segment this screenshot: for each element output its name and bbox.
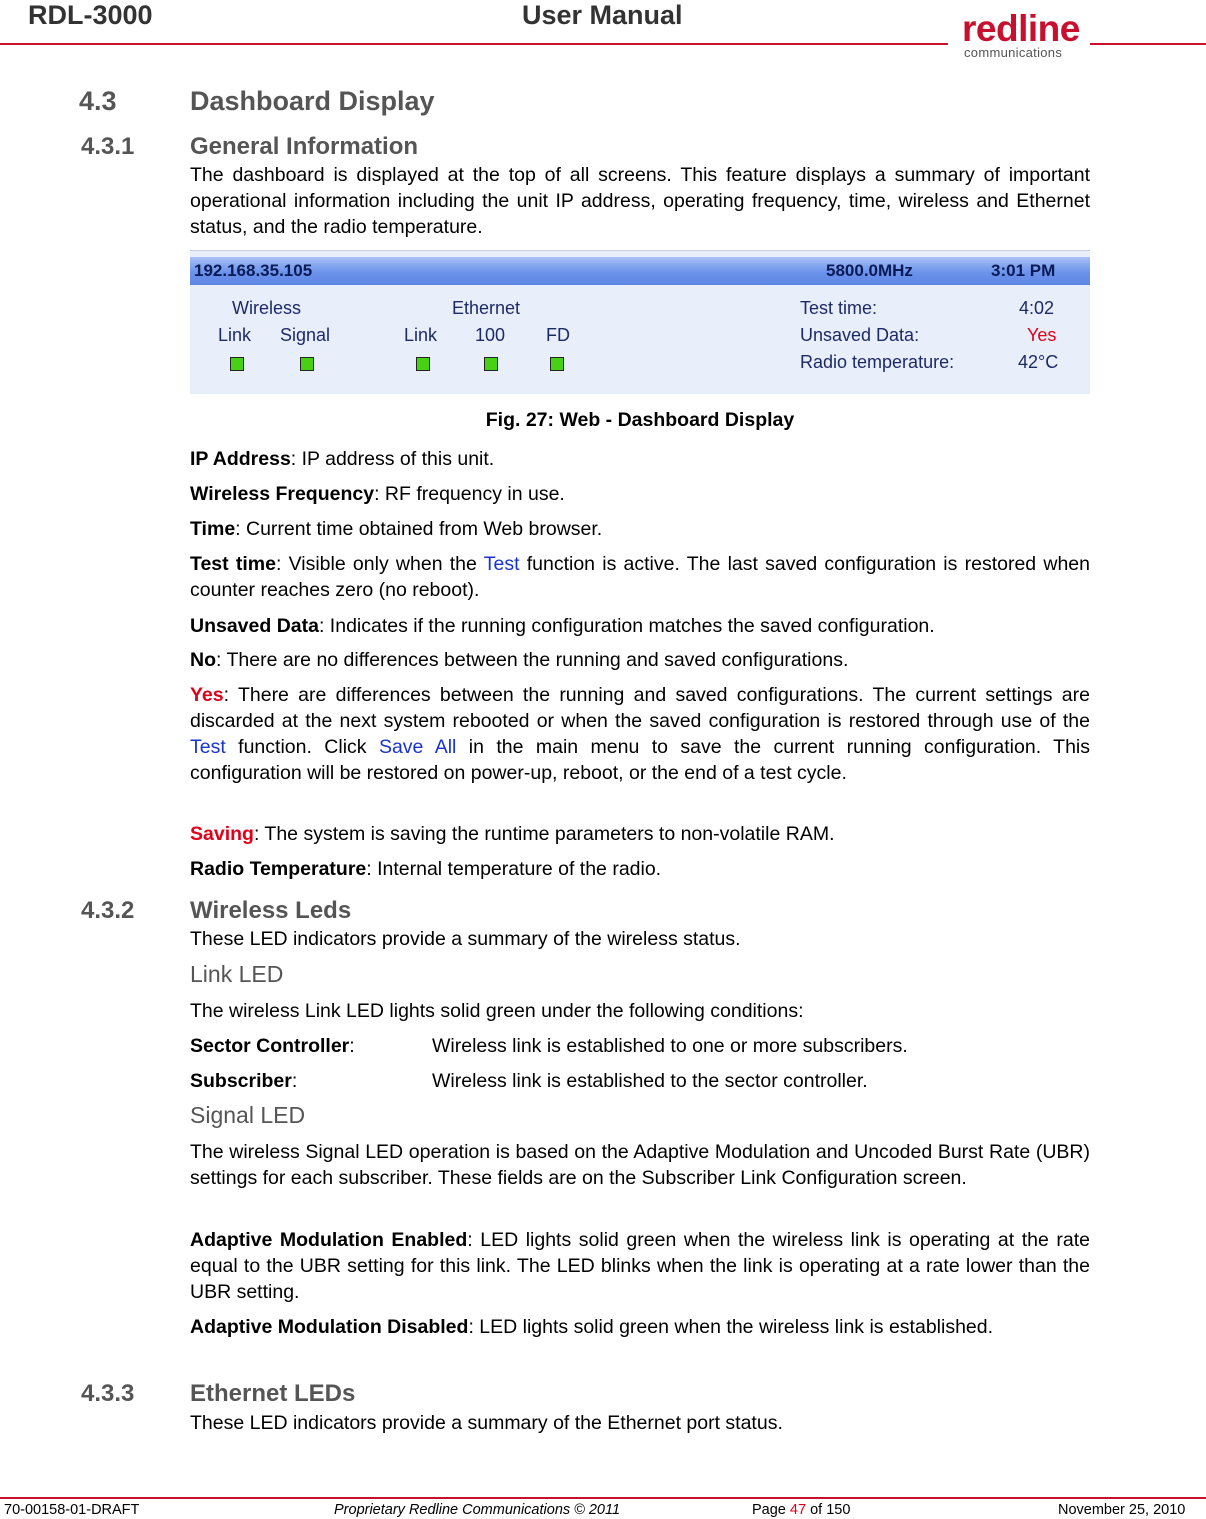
ethernet-label: Ethernet <box>452 298 521 318</box>
redline-logo-subtitle: communications <box>964 45 1063 60</box>
footer-rule <box>0 1497 1206 1499</box>
document-id: RDL-3000 <box>28 0 153 30</box>
test-function-link[interactable]: Test <box>190 736 226 758</box>
test-time-value: 4:02 <box>1019 298 1055 318</box>
unsaved-data-label: Unsaved Data: <box>800 325 920 345</box>
header-rule-left <box>0 43 948 45</box>
ethernet-duplex-led <box>550 357 564 371</box>
figure-caption: Fig. 27: Web - Dashboard Display <box>485 409 795 431</box>
signal-led-heading: Signal LED <box>190 1102 306 1128</box>
link-led-heading: Link LED <box>190 961 284 987</box>
def-test-time: Test time: Visible only when the Test function is active. The last saved configuration is restored when counter reaches zero (no reboot). <box>190 553 1090 601</box>
ethernet-link-led <box>416 357 430 371</box>
footer-date: November 25, 2010 <box>1058 1502 1186 1518</box>
def-ip-address: IP Address: IP address of this unit. <box>190 448 495 470</box>
section-number: 4.3 <box>79 86 117 116</box>
section-title: Dashboard Display <box>190 86 435 116</box>
document-title: User Manual <box>522 0 683 30</box>
subsection-number: 4.3.2 <box>81 897 135 924</box>
wireless-link-led <box>230 357 244 371</box>
ethernet-link-label: Link <box>404 325 438 345</box>
unsaved-data-value: Yes <box>1027 325 1057 345</box>
def-saving: Saving: The system is saving the runtime parameters to non-volatile RAM. <box>190 823 835 845</box>
signal-led-paragraph: The wireless Signal LED operation is based on the Adaptive Modulation and Uncoded Burst Rate (UBR) settings for each subscriber. These fields are on the Subscriber Link Configuration screen. <box>190 1141 1090 1189</box>
save-all-link[interactable]: Save All <box>378 736 457 758</box>
def-adaptive-modulation-enabled: Adaptive Modulation Enabled: LED lights solid green when the wireless link is operating at the rate equal to the UBR setting for this link. The LED blinks when the link is operating at a rate lower than the UBR setting. <box>190 1229 1090 1303</box>
subsection-number: 4.3.1 <box>81 133 135 160</box>
dashboard-ip: 192.168.35.105 <box>194 261 313 280</box>
def-yes: Yes: There are differences between the running and saved configurations. The current settings are discarded at the next system rebooted or when the saved configuration is restored through use of the Test function. Click Save All in the main menu to save the current running configuration. This configuration will be restored on power-up, reboot, or the end of a test cycle. <box>190 684 1090 784</box>
wireless-link-label: Link <box>218 325 252 345</box>
ethernet-duplex-label: FD <box>546 325 570 345</box>
test-time-label: Test time: <box>800 298 878 318</box>
footer-copyright: Proprietary Redline Communications © 2011 <box>334 1502 621 1518</box>
dashboard-time: 3:01 PM <box>991 261 1056 280</box>
ethernet-leds-paragraph: These LED indicators provide a summary of the Ethernet port status. <box>190 1412 783 1434</box>
def-wireless-frequency: Wireless Frequency: RF frequency in use. <box>190 483 565 505</box>
def-subscriber: Subscriber: Wireless link is established to the sector controller. <box>190 1070 868 1092</box>
test-function-link[interactable]: Test <box>483 553 520 575</box>
general-info-paragraph: The dashboard is displayed at the top of all screens. This feature displays a summary of important operational information including the unit IP address, operating frequency, time, wireless and Ethernet status, and the radio temperature. <box>190 164 1090 238</box>
footer-doc-number: 70-00158-01-DRAFT <box>4 1502 140 1518</box>
subsection-number: 4.3.3 <box>81 1380 135 1407</box>
dashboard-frequency: 5800.0MHz <box>826 261 913 280</box>
def-no: No: There are no differences between the running and saved configurations. <box>190 649 849 671</box>
wireless-label: Wireless <box>232 298 302 318</box>
dashboard-title-bar <box>190 257 1090 285</box>
subsection-title: Wireless Leds <box>190 897 352 924</box>
radio-temperature-label: Radio temperature: <box>800 352 955 372</box>
link-led-paragraph: The wireless Link LED lights solid green under the following conditions: <box>190 1000 804 1022</box>
wireless-signal-led <box>300 357 314 371</box>
def-unsaved-data: Unsaved Data: Indicates if the running configuration matches the saved configuration. <box>190 615 935 637</box>
header-rule-right <box>1090 43 1206 45</box>
def-adaptive-modulation-disabled: Adaptive Modulation Disabled: LED lights solid green when the wireless link is established. <box>190 1316 994 1338</box>
subsection-title: Ethernet LEDs <box>190 1380 356 1407</box>
dashboard-figure <box>190 250 1090 394</box>
def-time: Time: Current time obtained from Web browser. <box>190 518 603 540</box>
ethernet-speed-led <box>484 357 498 371</box>
wireless-leds-paragraph: These LED indicators provide a summary of the wireless status. <box>190 928 741 950</box>
redline-logo: redline <box>962 8 1080 49</box>
ethernet-speed-label: 100 <box>475 325 506 345</box>
wireless-signal-label: Signal <box>280 325 331 345</box>
footer-page: Page 47 of 150 <box>752 1502 851 1518</box>
radio-temperature-value: 42°C <box>1018 352 1059 372</box>
subsection-title: General Information <box>190 133 419 160</box>
def-radio-temperature: Radio Temperature: Internal temperature of the radio. <box>190 858 662 880</box>
def-sector-controller: Sector Controller: Wireless link is established to one or more subscribers. <box>190 1035 908 1057</box>
